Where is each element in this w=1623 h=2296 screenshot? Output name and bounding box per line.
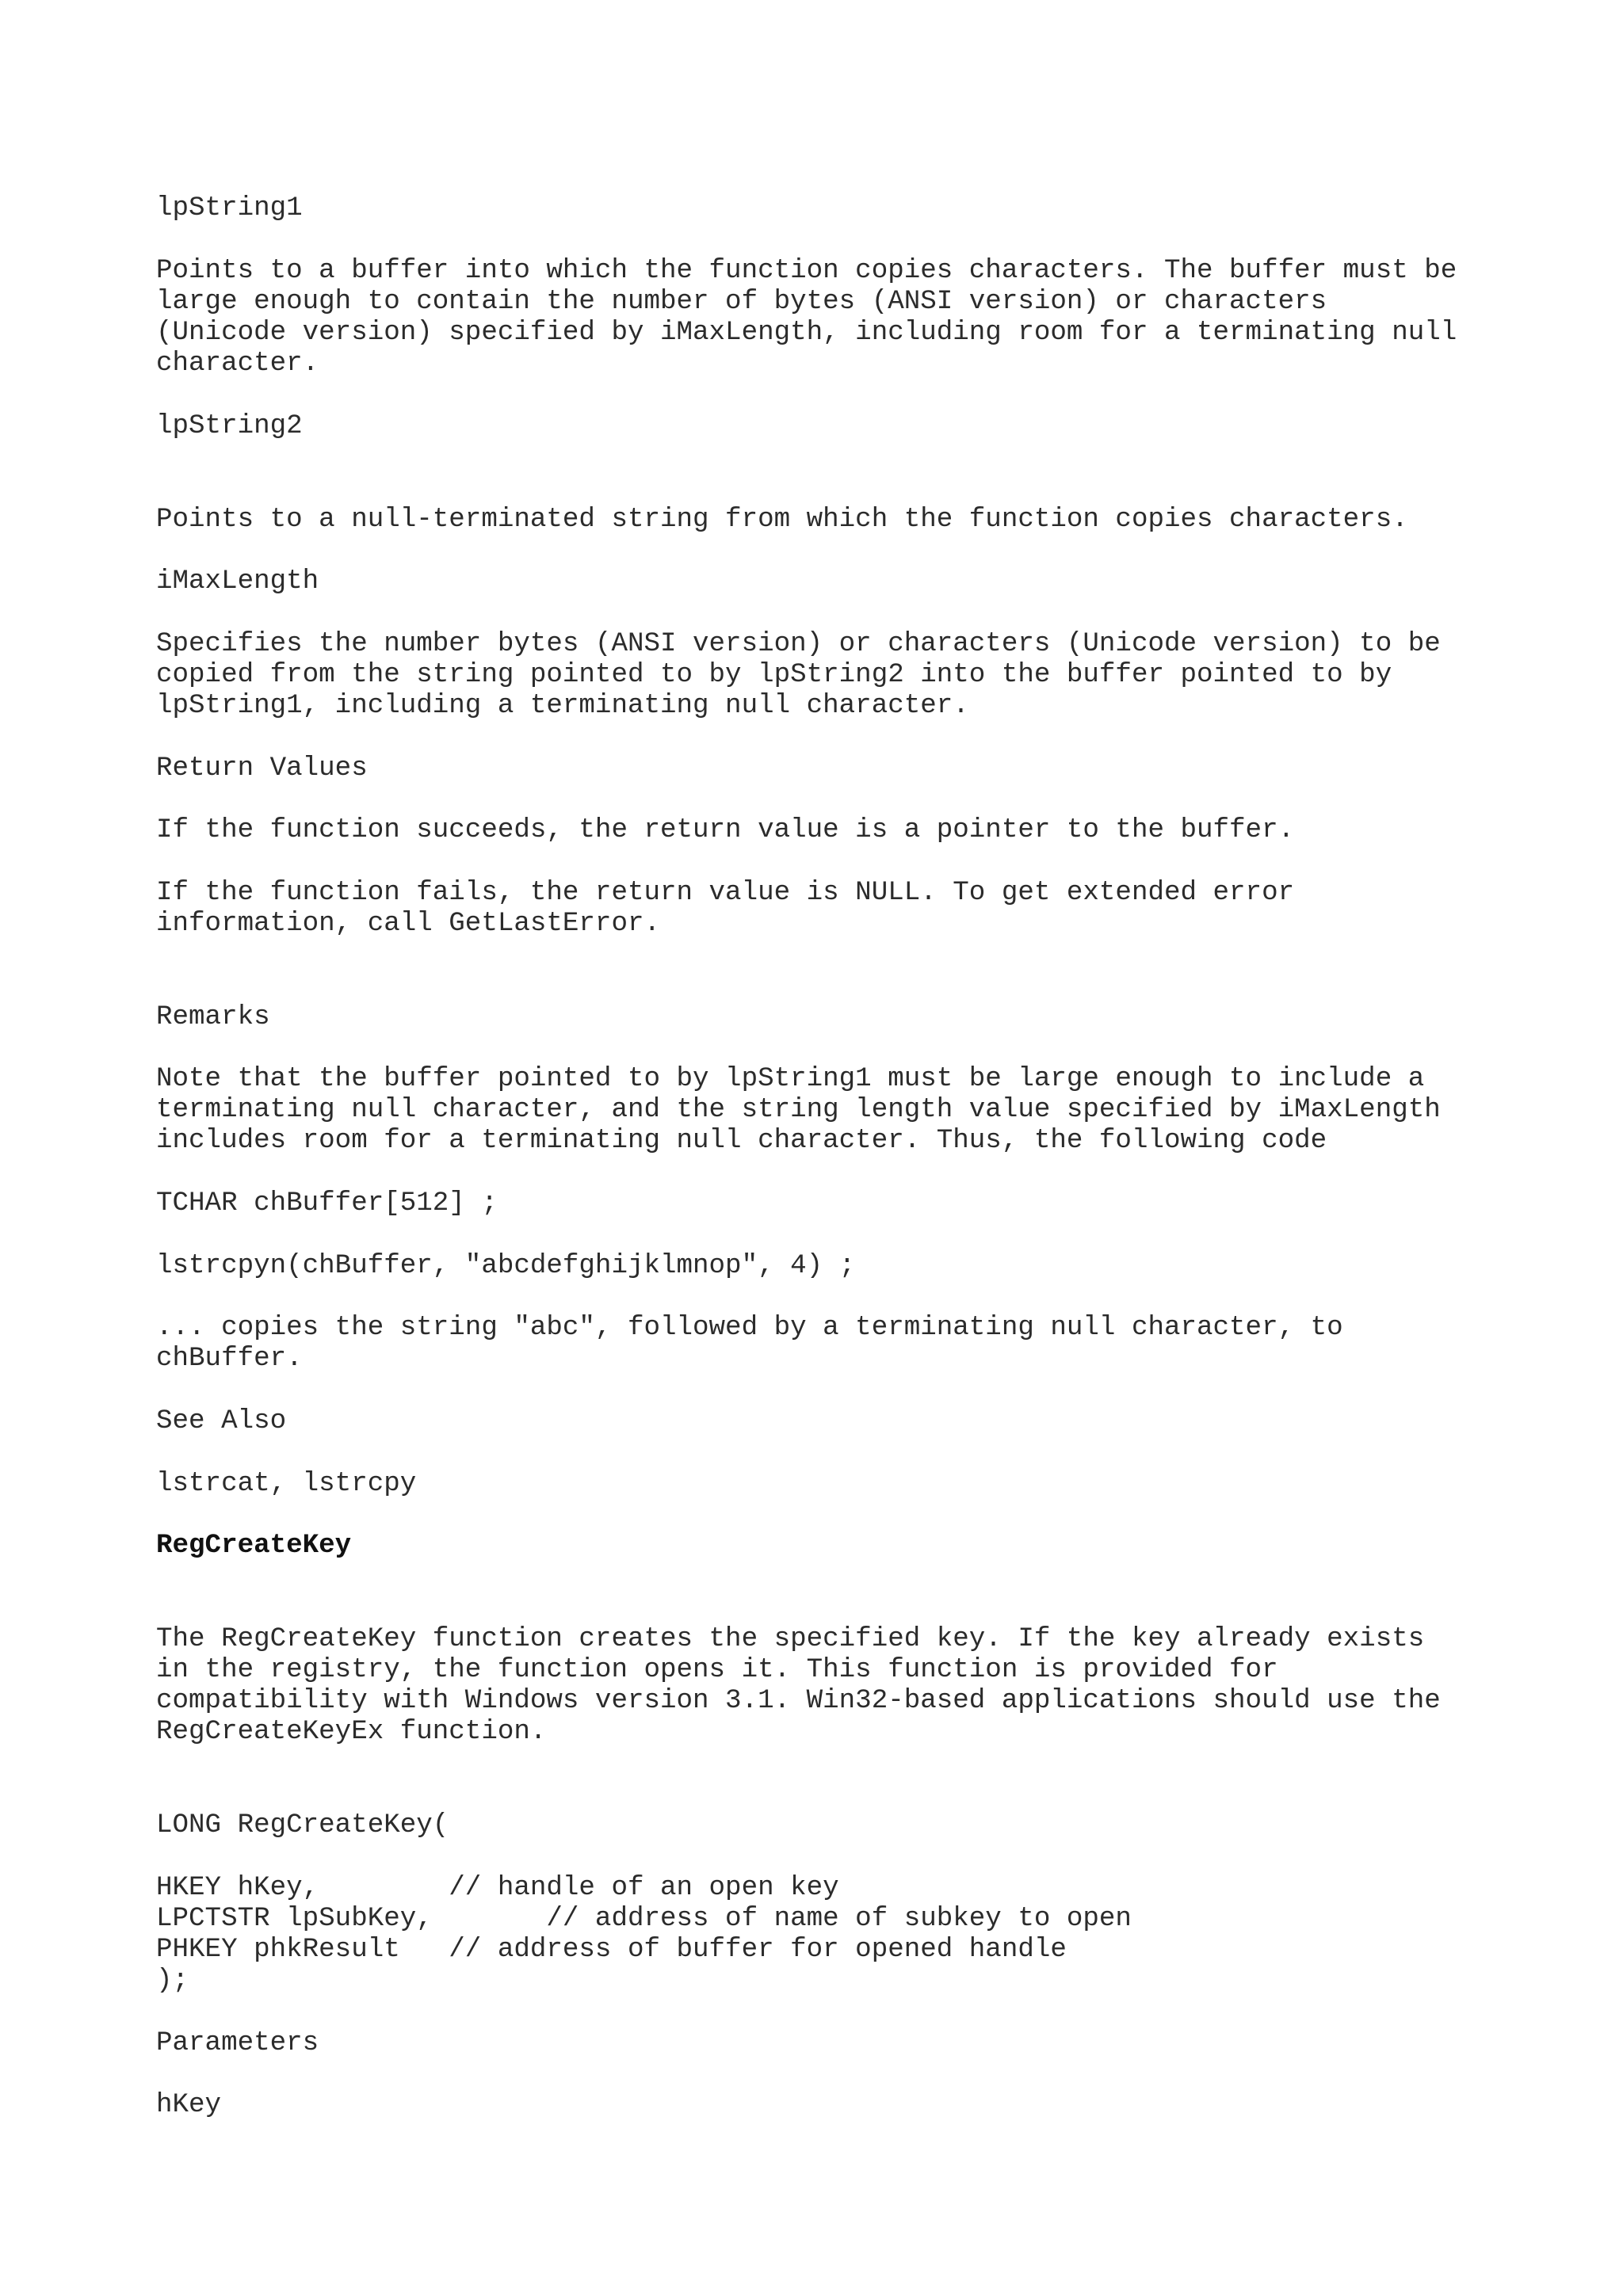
remarks-line: Note that the buffer pointed to by lpString1 must be large enough to include a [156,1064,1425,1094]
param-description-line: large enough to contain the number of bytes (ANSI version) or characters [156,287,1327,317]
param-description-line: (Unicode version) specified by iMaxLength, including room for a terminating null [156,318,1457,348]
section-heading-parameters: Parameters [156,2028,319,2058]
signature-line: LONG RegCreateKey( [156,1810,449,1840]
param-description-line: Points to a null-terminated string from which the function copies characters. [156,505,1408,535]
function-description-line: compatibility with Windows version 3.1. Win32-based applications should use the [156,1686,1441,1716]
param-description-line: copied from the string pointed to by lpString2 into the buffer pointed to by [156,660,1392,690]
signature-line: HKEY hKey, // handle of an open key [156,1873,839,1903]
section-heading-remarks: Remarks [156,1002,270,1032]
return-failure-line: If the function fails, the return value is NULL. To get extended error [156,878,1295,908]
function-description-line: in the registry, the function opens it. This function is provided for [156,1655,1278,1685]
param-description-line: Points to a buffer into which the function copies characters. The buffer must be [156,256,1457,286]
param-description-line: character. [156,349,319,379]
return-success-text: If the function succeeds, the return value is a pointer to the buffer. [156,815,1295,845]
param-description-line: Specifies the number bytes (ANSI version) or characters (Unicode version) to be [156,629,1441,659]
see-also-links: lstrcat, lstrcpy [156,1469,417,1499]
signature-line: LPCTSTR lpSubKey, // address of name of subkey to open [156,1904,1132,1934]
section-heading-see-also: See Also [156,1406,287,1436]
signature-line: ); [156,1966,189,1996]
param-name-lpstring2: lpString2 [156,411,303,441]
param-name-imaxlength: iMaxLength [156,566,319,597]
signature-line: PHKEY phkResult // address of buffer for opened handle [156,1935,1067,1965]
param-description-line: lpString1, including a terminating null character. [156,691,969,721]
return-failure-line: information, call GetLastError. [156,909,660,939]
remarks-result-line: chBuffer. [156,1344,303,1374]
remarks-line: includes room for a terminating null character. Thus, the following code [156,1126,1327,1156]
param-name-hkey: hKey [156,2090,222,2120]
function-title-regcreatekey: RegCreateKey [156,1531,352,1561]
remarks-line: terminating null character, and the string length value specified by iMaxLength [156,1095,1441,1125]
function-description-line: RegCreateKeyEx function. [156,1717,547,1747]
code-line: lstrcpyn(chBuffer, "abcdefghijklmnop", 4) ; [156,1251,856,1281]
section-heading-return-values: Return Values [156,753,368,784]
function-description-line: The RegCreateKey function creates the specified key. If the key already exists [156,1624,1425,1654]
remarks-result-line: ... copies the string "abc", followed by a terminating null character, to [156,1313,1343,1343]
code-line: TCHAR chBuffer[512] ; [156,1188,498,1219]
param-name-lpstring1: lpString1 [156,193,303,223]
